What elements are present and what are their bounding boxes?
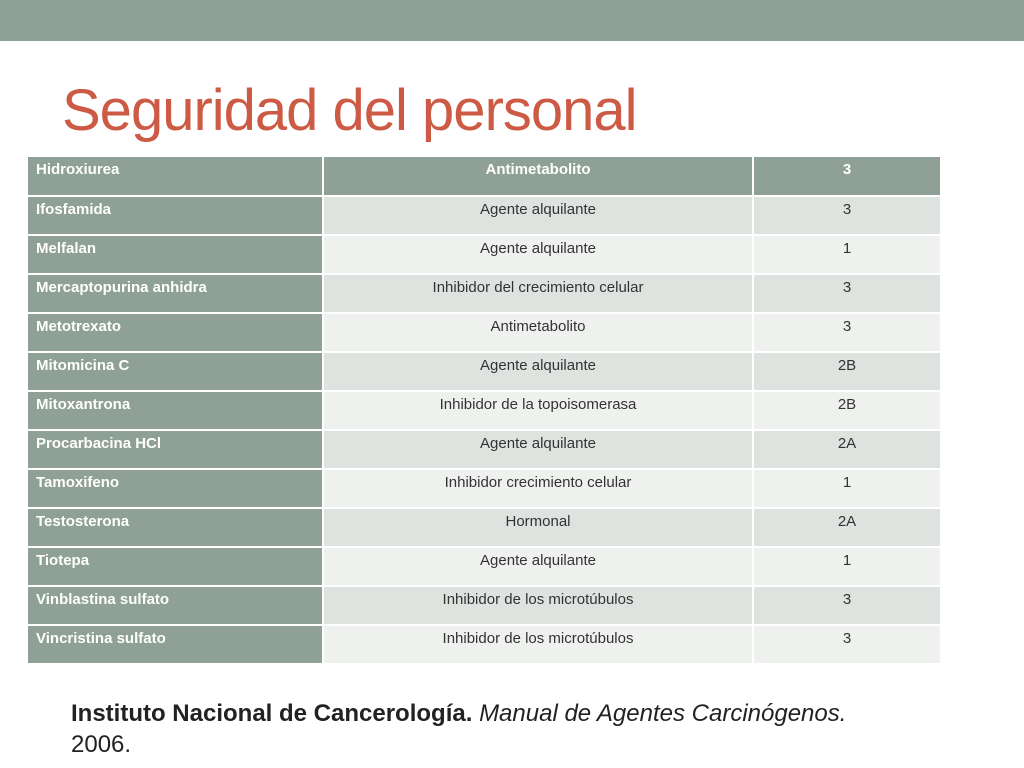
drug-type: Agente alquilante (480, 552, 596, 569)
drug-type-cell (323, 547, 753, 586)
drug-name: Ifosfamida (36, 201, 112, 218)
carcinogen-group: 1 (842, 474, 852, 491)
citation-year: 2006. (71, 731, 132, 758)
drug-name: Metotrexato (36, 318, 122, 335)
table-row (28, 352, 940, 391)
carcinogen-group: 3 (842, 161, 852, 178)
drug-type-cell (323, 430, 753, 469)
drug-name: Melfalan (36, 240, 97, 257)
carcinogen-group-cell (753, 469, 940, 508)
carcinogen-group: 3 (842, 630, 852, 647)
table-row (28, 430, 940, 469)
drug-name: Mitoxantrona (36, 396, 131, 413)
drug-name-cell (28, 586, 323, 625)
drug-type-cell (323, 469, 753, 508)
carcinogen-group: 2B (837, 396, 857, 413)
drug-type-cell (323, 352, 753, 391)
table-row (28, 469, 940, 508)
drug-name-cell (28, 235, 323, 274)
drug-name: Vinblastina sulfato (36, 591, 170, 608)
drug-type: Agente alquilante (480, 240, 596, 257)
drug-name: Mercaptopurina anhidra (36, 279, 207, 296)
drug-type-cell (323, 196, 753, 235)
drug-type: Inhibidor del crecimiento celular (432, 279, 644, 296)
carcinogen-group-cell (753, 625, 940, 664)
table-row (28, 391, 940, 430)
carcinogen-group: 2A (837, 435, 857, 452)
carcinogen-group-cell (753, 274, 940, 313)
drug-type-cell (323, 274, 753, 313)
drug-type-cell (323, 508, 753, 547)
drug-type: Antimetabolito (485, 161, 591, 178)
citation-work: Manual de Agentes Carcinógenos. (479, 700, 847, 727)
top-accent-bar (0, 0, 1024, 41)
drug-type: Antimetabolito (490, 318, 586, 335)
drug-name-cell (28, 352, 323, 391)
drug-name-cell (28, 430, 323, 469)
table-row (28, 508, 940, 547)
drug-type: Inhibidor crecimiento celular (444, 474, 632, 491)
drug-type: Hormonal (505, 513, 571, 530)
table-row (28, 235, 940, 274)
drug-name-cell (28, 157, 323, 196)
drug-type: Inhibidor de la topoisomerasa (439, 396, 637, 413)
carcinogen-group: 2A (837, 513, 857, 530)
carcinogen-group-cell (753, 352, 940, 391)
drug-name: Tiotepa (36, 552, 90, 569)
drug-type-cell (323, 313, 753, 352)
drug-type-cell (323, 586, 753, 625)
drug-name-cell (28, 625, 323, 664)
carcinogen-group: 2B (837, 357, 857, 374)
table-row (28, 547, 940, 586)
table-row (28, 274, 940, 313)
drug-name: Hidroxiurea (36, 161, 120, 178)
carcinogen-table (28, 157, 940, 665)
carcinogen-group: 3 (842, 201, 852, 218)
carcinogen-group-cell (753, 586, 940, 625)
drug-name: Mitomicina C (36, 357, 130, 374)
drug-name-cell (28, 196, 323, 235)
carcinogen-group: 3 (842, 279, 852, 296)
carcinogen-group-cell (753, 430, 940, 469)
drug-name-cell (28, 508, 323, 547)
citation-author: Instituto Nacional de Cancerología. (71, 700, 473, 727)
drug-type: Inhibidor de los microtúbulos (442, 630, 634, 647)
carcinogen-group: 1 (842, 240, 852, 257)
table-row (28, 625, 940, 664)
drug-name: Testosterona (36, 513, 130, 530)
carcinogen-group-cell (753, 157, 940, 196)
table-row (28, 157, 940, 196)
drug-name-cell (28, 469, 323, 508)
drug-name-cell (28, 313, 323, 352)
drug-type-cell (323, 157, 753, 196)
carcinogen-group-cell (753, 235, 940, 274)
carcinogen-group: 3 (842, 318, 852, 335)
source-citation (71, 698, 951, 760)
carcinogen-group-cell (753, 313, 940, 352)
drug-type-cell (323, 391, 753, 430)
drug-name: Vincristina sulfato (36, 630, 166, 647)
drug-type: Agente alquilante (480, 357, 596, 374)
drug-name-cell (28, 274, 323, 313)
drug-name: Tamoxifeno (36, 474, 120, 491)
table-row (28, 196, 940, 235)
slide-title: Seguridad del personal (62, 78, 637, 143)
carcinogen-group-cell (753, 508, 940, 547)
drug-type: Inhibidor de los microtúbulos (442, 591, 634, 608)
table-row (28, 313, 940, 352)
drug-type: Agente alquilante (480, 435, 596, 452)
carcinogen-group-cell (753, 391, 940, 430)
drug-type-cell (323, 235, 753, 274)
carcinogen-group-cell (753, 196, 940, 235)
drug-name-cell (28, 547, 323, 586)
drug-type: Agente alquilante (480, 201, 596, 218)
carcinogen-group: 1 (842, 552, 852, 569)
carcinogen-group: 3 (842, 591, 852, 608)
drug-name-cell (28, 391, 323, 430)
carcinogen-group-cell (753, 547, 940, 586)
table-row (28, 586, 940, 625)
drug-name: Procarbacina HCl (36, 435, 162, 452)
drug-type-cell (323, 625, 753, 664)
